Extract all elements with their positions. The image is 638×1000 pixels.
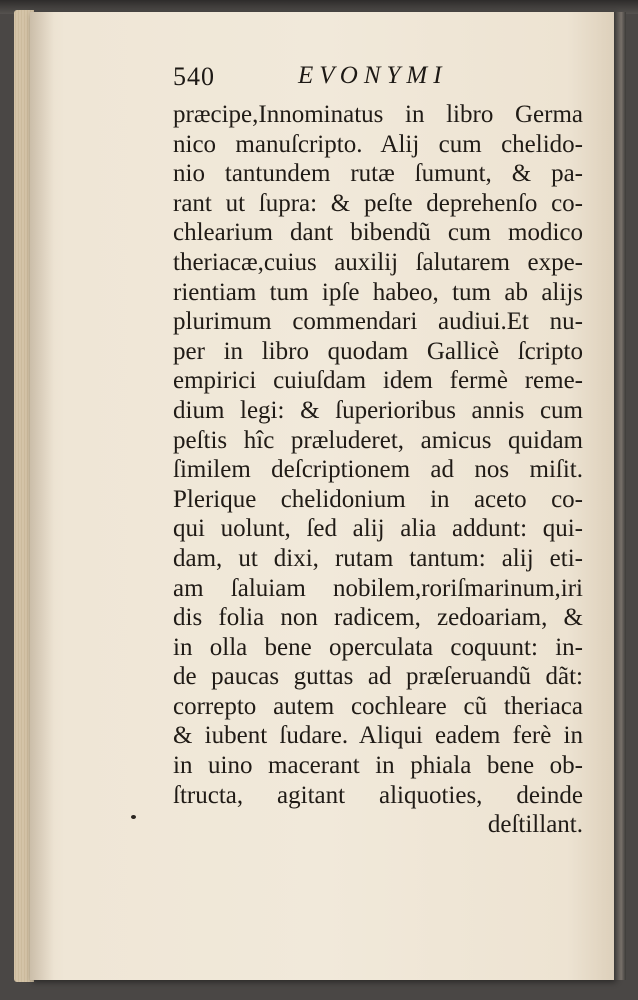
text-line: peſtis hîc præluderet, amicus quidam <box>173 426 583 454</box>
page-header <box>170 62 590 102</box>
gutter-shadow <box>30 12 54 980</box>
text-line: & iubent ſudare. Aliqui eadem ferè in <box>173 722 583 750</box>
text-line: plurimum commendari audiui.Et nu- <box>173 308 583 336</box>
text-line: ſimilem deſcriptionem ad nos miſit. <box>173 456 583 484</box>
text-line: in olla bene operculata coquunt: in- <box>173 633 583 661</box>
text-line: rientiam tum ipſe habeo, tum ab alijs <box>173 278 583 306</box>
page-number: 540 <box>173 62 215 91</box>
text-line: rant ut ſupra: & peſte deprehenſo co- <box>173 189 583 217</box>
text-line: chlearium dant bibendũ cum modico <box>173 219 583 247</box>
text-line: nio tantundem rutæ ſumunt, & pa- <box>173 160 583 188</box>
text-line: qui uolunt, ſed alij alia addunt: qui- <box>173 515 583 543</box>
text-line: dis folia non radicem, zedoariam, & <box>173 604 583 632</box>
text-line: dam, ut dixi, rutam tantum: alij eti- <box>173 544 583 572</box>
text-line: deſtillant. <box>487 811 583 839</box>
text-line: am ſaluiam nobilem,roriſmarinum,iri <box>173 574 583 602</box>
ink-spot <box>131 815 136 819</box>
text-line: theriacæ,cuius auxilij ſalutarem expe- <box>173 248 583 276</box>
text-line: in uino macerant in phiala bene ob- <box>173 752 583 780</box>
text-line: ſtructa, agitant aliquoties, deinde <box>173 781 583 809</box>
text-line: nico manuſcripto. Alij cum chelido- <box>173 130 583 158</box>
running-title: EVONYMI <box>298 62 448 89</box>
text-line: empirici cuiuſdam idem fermè reme- <box>173 367 583 395</box>
text-line: præcipe,Innominatus in libro Germa <box>173 101 583 128</box>
body-text <box>173 100 583 840</box>
text-line: per in libro quodam Gallicè ſcripto <box>173 337 583 365</box>
text-line: dium legi: & ſuperioribus annis cum <box>173 396 583 424</box>
book-spine-edge <box>614 12 626 980</box>
text-line: correpto autem cochleare cũ theriaca <box>173 692 583 720</box>
text-line: Plerique chelidonium in aceto co- <box>173 485 583 513</box>
text-line: de paucas guttas ad præſeruandũ dãt: <box>173 663 583 691</box>
